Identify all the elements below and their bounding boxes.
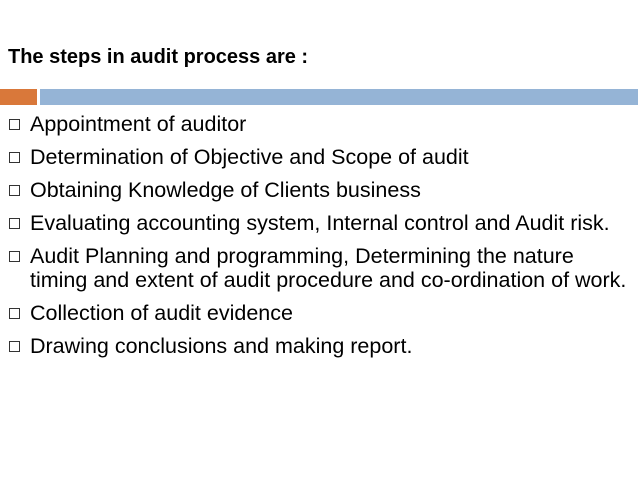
bullet-item (8, 179, 633, 203)
bullet-item (8, 146, 633, 170)
bullet-item (8, 302, 633, 326)
square-bullet-icon (9, 152, 20, 163)
accent-bar-orange (0, 89, 37, 105)
square-bullet-icon (9, 251, 20, 262)
square-bullet-icon (9, 341, 20, 352)
square-bullet-icon (9, 119, 20, 130)
slide-title: The steps in audit process are : (8, 46, 309, 68)
square-bullet-icon (9, 308, 20, 319)
bullet-text: Drawing conclusions and making report. (30, 333, 413, 358)
bullet-item (8, 212, 633, 236)
square-bullet-icon (9, 185, 20, 196)
bullet-text: Audit Planning and programming, Determining the nature timing and extent of audit procedure and co-ordination of work. (30, 244, 627, 292)
accent-bar-blue (40, 89, 638, 105)
square-bullet-icon (9, 218, 20, 229)
bullet-item (8, 245, 633, 292)
bullet-text: Determination of Objective and Scope of audit (30, 145, 469, 169)
bullet-list (8, 113, 633, 368)
bullet-text: Evaluating accounting system, Internal control and Audit risk. (30, 211, 610, 235)
bullet-text: Obtaining Knowledge of Clients business (30, 178, 421, 202)
bullet-item (8, 113, 633, 137)
bullet-text: Collection of audit evidence (30, 300, 293, 325)
bullet-text: Appointment of auditor (30, 112, 247, 136)
bullet-item (8, 335, 633, 359)
